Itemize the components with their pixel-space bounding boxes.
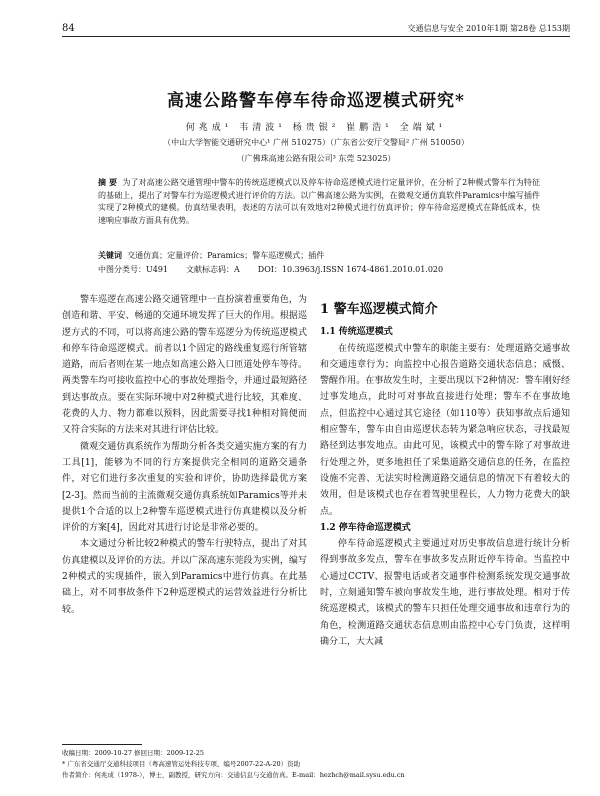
article-title: 高速公路警车停车待命巡逻模式研究* xyxy=(167,91,465,111)
footnote-received: 收稿日期：2009-10-27 修回日期：2009-12-25 xyxy=(62,749,205,757)
body-paragraph: 在传统巡逻模式中警车的职能主要有：处理道路交通事故和交通违章行为；向监控中心报告道路交通状态信息；威慑、警醒作用。在事故发生时，主要出现以下2种情况：警车刚好经过事发地点，此时可对事故直接进行处理；警车不在事故地点，但监控中心通过其它途径（如110等）获知事故点后通知相应警车，警车由自由巡逻状态转为紧急响应状态，寻找最短路径到达事发地点。由此可见，该模式中的警车除了对事故进行处理之外，更多地担任了采集道路交通信息的任务，在监控设施不完善、无法实时检测道路交通信息的情况下有着较大的效用，但是该模式也存在着驾驶里程长，人力物力花费大的缺点。 xyxy=(320,343,570,517)
left-column xyxy=(62,292,307,618)
body-paragraph: 微观交通仿真系统作为帮助分析各类交通实施方案的有力工具[1]，能够为不同的行方案提供完全相同的道路交通条件，对它们进行多次重复的实验和评价，协助选择最优方案[2-3]。然而当前的主流微观交通仿真系统如Paramics等并未提供1个合适的以上2种警车巡逻模式进行仿真建模以及分析评价的方案[4]，因此对其进行讨论是非常必要的。 xyxy=(62,441,307,534)
footnote-rule xyxy=(62,744,142,745)
running-head xyxy=(62,20,570,34)
footnote-fund: * 广东省交通厅交通科技项目（粤高速管运处科技专项、编号2007-22-A-20）资助 xyxy=(62,760,301,768)
abstract xyxy=(98,176,540,227)
body-paragraph: 警车巡逻在高速公路交通管理中一直扮演着重要角色，为创造和谐、平安、畅通的交通环境发挥了巨大的作用。根据巡逻方式的不同，可以将高速公路的警车巡逻分为传统巡逻模式和停车待命巡逻模式。前者以1个固定的路线重复巡行所管辖道路，而后者则在某一地点如高速公路入口匝道处停车等待。两类警车均可接收监控中心的事故处理指令，并通过最短路径到达事故点。要在实际环境中对2种模式进行比较，其难度、花费的人力、物力都难以预料，因此需要寻找1种相对简便而又符合实际的方法来对其进行评估比较。 xyxy=(62,295,307,436)
keywords-text: 交通仿真；定量评价；Paramics；警车巡逻模式；插件 xyxy=(127,251,325,260)
document-code: 文献标志码：A xyxy=(186,265,240,274)
body-paragraph: 本文通过分析比较2种模式的警车行驶特点，提出了对其仿真建模以及评价的方法。并以广深高速东莞段为实例，编写2种模式的实现插件，嵌入到Paramics中进行仿真。在此基础上，对不同事故条件下2种巡逻模式的运营效益进行分析比较。 xyxy=(62,539,307,615)
affiliation-line-2: （广佛珠高速公路有限公司³ 东莞 523025） xyxy=(236,154,396,163)
journal-issue: 2010年1期 第28卷 总153期 xyxy=(466,24,570,33)
right-column xyxy=(320,292,570,650)
keywords xyxy=(98,250,540,261)
abstract-text: 为了对高速公路交通管理中警车的传统巡逻模式以及停车待命巡逻模式进行定量评价，在分析了2种模式警车行为特征的基础上，提出了对警车行为巡逻模式进行评价的方法。以广佛高速公路为实例，在微观交通仿真软件Paramics中编写插件实现了2种模式的建模。仿真结果表明，表述的方法可以有效地对2种模式进行仿真评价；停车待命巡逻模式在降低成本，快速响应事故方面具有优势。 xyxy=(98,178,540,225)
body-paragraph: 停车待命巡逻模式主要通过对历史事故信息进行统计分析得到事故多发点，警车在事故多发点附近停车待命。当监控中心通过CCTV、报警电话或者交通事件检测系统发现交通事故时，立刻通知警车被向事故发生地，进行事故处理。相对于传统巡逻模式，该模式的警车只担任处理交通事故和违章行为的角色，检测道路交通状态信息则由监控中心专门负责，这样明确分工，大大减 xyxy=(320,539,570,647)
affiliation-line-1: （中山大学智能交通研究中心¹ 广州 510275）（广东省公安厅交警局² 广州 510050） xyxy=(163,138,469,147)
journal-name: 交通信息与安全 xyxy=(407,24,464,33)
keywords-label: 关键词 xyxy=(98,250,122,260)
footnote-author: 作者简介：何兆成（1978-），博士，副教授，研究方向：交通信息与交通仿真。E-mail：hezhch@mail.sysu.edu.cn xyxy=(62,771,405,779)
abstract-label: 摘 要 xyxy=(98,177,118,187)
doi: DOI：10.3963/j.ISSN 1674-4861.2010.01.020 xyxy=(257,265,444,274)
section-heading: 1 警车巡逻模式简介 xyxy=(320,302,438,317)
page-number: 84 xyxy=(62,23,75,34)
classification-line xyxy=(98,264,540,275)
subsection-heading: 1.1 传统巡逻模式 xyxy=(320,327,393,338)
header-rule xyxy=(62,36,570,37)
footnotes xyxy=(62,748,570,781)
clc-number: 中图分类号：U491 xyxy=(98,265,169,274)
article-authors: 何兆成¹ 韦清波¹ 杨贵银² 崔鹏浩¹ 全端斌¹ xyxy=(185,123,447,133)
subsection-heading: 1.2 停车待命巡逻模式 xyxy=(320,522,411,533)
